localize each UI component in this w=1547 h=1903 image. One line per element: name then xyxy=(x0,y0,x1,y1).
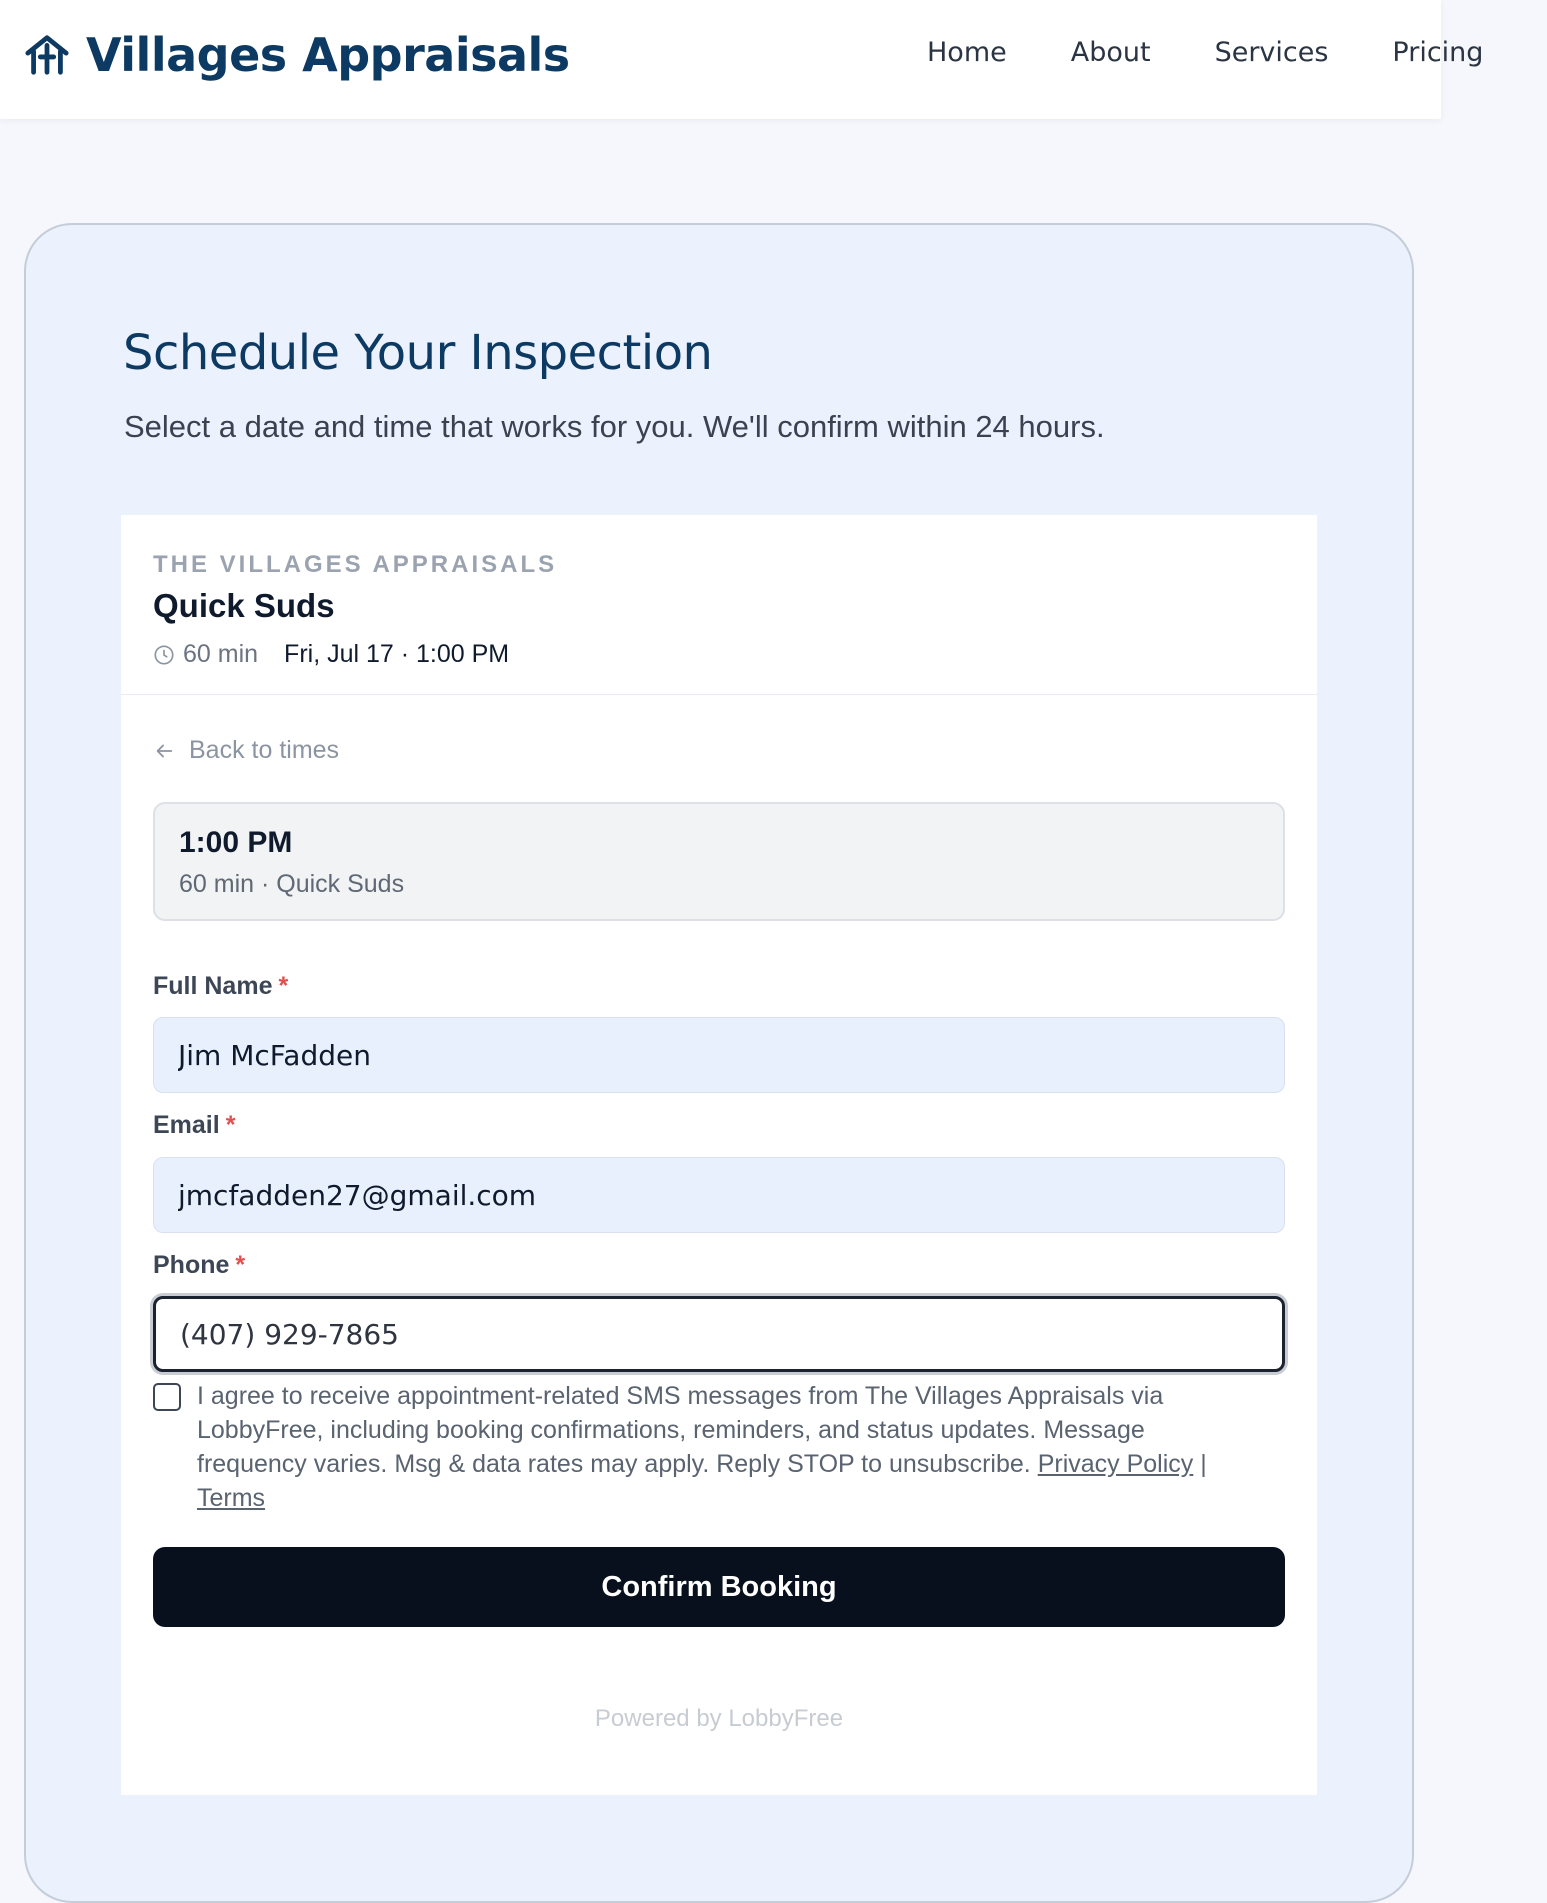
required-mark: * xyxy=(235,1251,246,1279)
full-name-input[interactable] xyxy=(153,1017,1285,1093)
main-nav xyxy=(927,37,1547,68)
full-name-label-text: Full Name xyxy=(153,972,273,1000)
brand-name: Villages Appraisals xyxy=(86,28,570,82)
booking-meta xyxy=(153,640,509,669)
arrow-left-icon xyxy=(153,740,175,762)
confirm-booking-button[interactable]: Confirm Booking xyxy=(153,1547,1285,1627)
selected-slot xyxy=(153,802,1285,921)
booking-widget xyxy=(121,515,1317,1795)
slot-time: 1:00 PM xyxy=(179,826,293,859)
nav-pricing[interactable]: Pricing xyxy=(1392,37,1484,68)
site-header xyxy=(0,0,1484,119)
slot-detail: 60 min · Quick Suds xyxy=(179,870,405,898)
privacy-policy-link[interactable]: Privacy Policy xyxy=(1037,1450,1194,1478)
consent-body: I agree to receive appointment-related SMS messages from The Villages Appraisals via LobbyFree, including booking confirmations, reminders, and status updates. Message frequency varies. Msg & data rates may apply. Reply STOP to unsubscribe. xyxy=(197,1382,1164,1478)
email-input[interactable] xyxy=(153,1157,1285,1233)
email-label-text: Email xyxy=(153,1111,220,1139)
nav-services[interactable]: Services xyxy=(1214,37,1329,68)
email-label xyxy=(153,1111,235,1140)
page-title: Schedule Your Inspection xyxy=(123,325,713,381)
sms-consent xyxy=(153,1379,1285,1515)
page-subtitle: Select a date and time that works for you. We'll confirm within 24 hours. xyxy=(124,409,1105,444)
back-to-times-label: Back to times xyxy=(189,736,340,764)
link-separator: | xyxy=(1200,1450,1207,1478)
required-mark: * xyxy=(225,1111,236,1139)
phone-input[interactable] xyxy=(153,1296,1285,1372)
schedule-card xyxy=(24,223,1414,1903)
clock-icon xyxy=(153,644,175,666)
service-name: Quick Suds xyxy=(153,587,335,624)
required-mark: * xyxy=(278,972,289,1000)
nav-home[interactable]: Home xyxy=(927,37,1007,68)
full-name-label xyxy=(153,972,288,1001)
phone-label-text: Phone xyxy=(153,1251,230,1279)
brand-logo-link[interactable] xyxy=(24,28,570,82)
company-label: THE VILLAGES APPRAISALS xyxy=(153,551,558,578)
duration: 60 min xyxy=(183,640,259,668)
nav-about[interactable]: About xyxy=(1070,37,1151,68)
back-to-times-link[interactable] xyxy=(153,736,339,765)
terms-link[interactable]: Terms xyxy=(197,1484,266,1512)
powered-by: Powered by LobbyFree xyxy=(594,1705,844,1732)
selected-datetime: Fri, Jul 17 · 1:00 PM xyxy=(284,640,510,668)
house-icon xyxy=(24,32,70,78)
sms-consent-text xyxy=(197,1379,1237,1515)
sms-consent-checkbox[interactable] xyxy=(153,1383,181,1411)
booking-summary xyxy=(121,515,1317,695)
phone-label xyxy=(153,1251,245,1280)
